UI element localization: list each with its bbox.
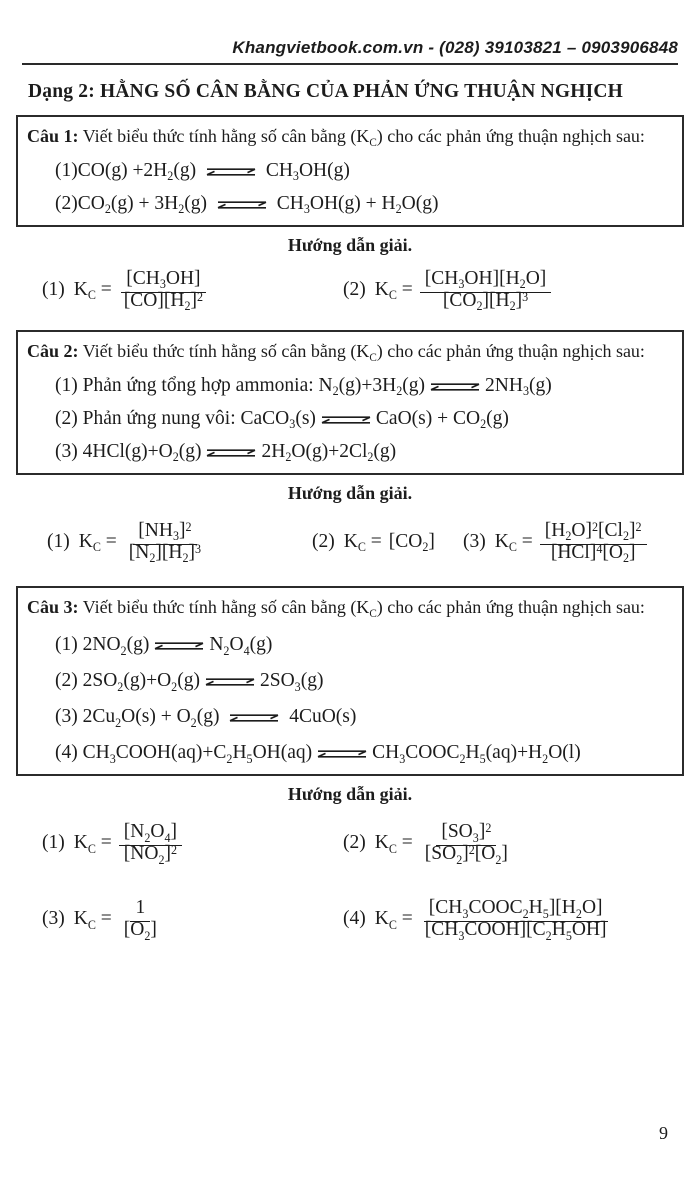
chemical-equation: (4) $CH_3COOH(aq)+C_2H_5OH(aq)$ $CH_3COOC_2H_5(aq)+H_2O(l)$	[55, 742, 581, 766]
equilibrium-arrow-icon	[203, 675, 257, 689]
equation-list	[27, 160, 673, 215]
kc-symbol: $K_C$ =	[73, 908, 112, 932]
solution-heading: Hướng dẫn giải.	[287, 235, 413, 256]
denominator: $[N_2][H_2]^3$	[128, 541, 202, 566]
numerator: $[CH_3OH][H_2O]$	[420, 268, 552, 293]
fraction	[420, 821, 513, 865]
chemical-equation: (2) $2SO_2(g)+O_2(g)$ $2SO_3(g)$	[55, 670, 324, 694]
fraction	[119, 821, 182, 865]
equation-list	[27, 375, 673, 463]
denominator: $[CO][H_2]^2$	[123, 289, 204, 314]
question-label: Câu 2:	[27, 341, 79, 362]
formula-row	[16, 881, 684, 957]
formula-index: (1)	[42, 832, 65, 854]
kc-formula	[312, 531, 435, 553]
question-prompt	[27, 338, 673, 364]
question-box-3	[16, 586, 684, 776]
denominator: $[O_2]$	[123, 919, 157, 943]
equilibrium-arrow-icon	[204, 446, 258, 460]
kc-formula	[343, 268, 551, 312]
question-box-1	[16, 115, 684, 227]
kc-formula	[47, 520, 206, 564]
question-prompt-text: Viết biểu thức tính hằng số cân bằng $(K_C)$ cho các phản ứng thuận nghịch sau:	[82, 341, 645, 364]
formula-rows	[16, 504, 684, 580]
denominator: $[SO_2]^2[O_2]$	[424, 842, 508, 867]
formula-index: (2)	[343, 832, 366, 854]
question-prompt-text: Viết biểu thức tính hằng số cân bằng $(K_C)$ cho các phản ứng thuận nghịch sau:	[82, 126, 645, 149]
question-prompt-text: Viết biểu thức tính hằng số cân bằng $(K_C)$ cho các phản ứng thuận nghịch sau:	[82, 597, 645, 621]
kc-formula	[463, 520, 647, 564]
kc-symbol: $K_C$ =	[374, 832, 413, 856]
section-title: Dạng 2: HẰNG SỐ CÂN BẰNG CỦA PHẢN ỨNG THUẬN NGHỊCH	[28, 81, 624, 102]
equilibrium-arrow-icon	[315, 747, 369, 761]
kc-symbol: $K_C$ =	[73, 279, 112, 303]
kc-symbol: $K_C$ =	[343, 531, 382, 555]
formula-row	[16, 504, 684, 580]
equilibrium-arrow-icon	[319, 413, 373, 427]
kc-symbol: $K_C$ =	[374, 279, 413, 303]
kc-symbol: $K_C$ =	[494, 531, 533, 555]
formula-rows	[16, 256, 684, 324]
numerator: $[N_2O_4]$	[119, 821, 182, 846]
kc-formula	[42, 268, 208, 312]
formula-index: (3)	[42, 908, 65, 930]
fraction	[124, 520, 206, 564]
chemical-equation: (2) Phản ứng nung vôi: CaCO$_3$(s) $CaO(s) + CO_2(g)$	[55, 408, 509, 432]
solution-block-1	[16, 235, 684, 324]
numerator: $[SO_3]^2$	[436, 821, 496, 846]
equation-list	[27, 634, 673, 764]
question-label: Câu 1:	[27, 126, 79, 146]
denominator: $[NO_2]^2$	[123, 842, 178, 867]
equilibrium-arrow-icon	[227, 711, 281, 725]
solution-block-3	[16, 784, 684, 957]
fraction	[420, 268, 552, 312]
denominator: $[HCl]^4[O_2]$	[550, 541, 636, 566]
numerator: $[NH_3]^2$	[133, 520, 196, 545]
fraction	[540, 520, 647, 564]
chemical-equation: (3) $4HCl(g)+O_2(g)$ $2H_2O(g)+2Cl_2(g)$	[55, 441, 397, 465]
numerator: $[H_2O]^2[Cl_2]^2$	[540, 520, 647, 545]
question-label: Câu 3:	[27, 597, 79, 618]
kc-formula	[42, 821, 182, 865]
solution-heading: Hướng dẫn giải.	[287, 483, 413, 504]
page-header	[22, 0, 678, 65]
question-prompt	[27, 594, 673, 620]
kc-formula	[42, 897, 162, 941]
kc-formula	[343, 821, 513, 865]
chemical-equation: $(2)CO_2(g) + 3H_2(g)$ $CH_3OH(g) + H_2O(g)$	[55, 193, 439, 217]
chemical-equation: (3) $2Cu_2O(s) + O_2(g)$ 4CuO(s)	[55, 706, 357, 730]
formula-index: (3)	[463, 531, 486, 553]
equilibrium-arrow-icon	[204, 165, 258, 179]
formula-index: (1)	[47, 531, 70, 553]
chemical-equation: $(1)CO(g) +2H_2(g)$ $CH_3OH(g)$	[55, 160, 350, 184]
kc-symbol: $K_C$ =	[78, 531, 117, 555]
denominator: $[CO_2][H_2]^3$	[442, 289, 529, 314]
numerator: $[CH_3COOC_2H_5][H_2O]$	[424, 897, 608, 922]
question-box-2	[16, 330, 684, 475]
fraction	[119, 897, 162, 941]
kc-formula	[343, 897, 612, 941]
formula-index: (1)	[42, 279, 65, 301]
formula-index: (2)	[312, 531, 335, 553]
solution-heading: Hướng dẫn giải.	[287, 784, 413, 805]
formula-index: (4)	[343, 908, 366, 930]
numerator: $[CH_3OH]$	[121, 268, 205, 293]
equilibrium-arrow-icon	[152, 639, 206, 653]
chemical-equation: (1) $2NO_2(g)$ $N_2O_4(g)$	[55, 634, 273, 658]
kc-symbol: $K_C$ =	[73, 832, 112, 856]
fraction	[119, 268, 208, 312]
page-number: 9	[659, 1123, 668, 1143]
expression: $[CO_2]$	[388, 531, 435, 555]
header-site-contact: Khangvietbook.com.vn - (028) 39103821 – 0903906848	[232, 38, 678, 57]
question-prompt	[27, 123, 673, 149]
formula-index: (2)	[343, 279, 366, 301]
kc-symbol: $K_C$ =	[374, 908, 413, 932]
formula-rows	[16, 805, 684, 957]
equilibrium-arrow-icon	[428, 380, 482, 394]
fraction	[420, 897, 612, 941]
chemical-equation: (1) Phản ứng tổng hợp ammonia: $N_2(g)+3H_2(g)$ $2NH_3(g)$	[55, 375, 552, 399]
formula-row	[16, 805, 684, 881]
denominator: $[CH_3COOH][C_2H_5OH]$	[424, 919, 607, 943]
numerator: 1	[130, 897, 150, 922]
equilibrium-arrow-icon	[215, 198, 269, 212]
solution-block-2	[16, 483, 684, 580]
formula-row	[16, 256, 684, 324]
